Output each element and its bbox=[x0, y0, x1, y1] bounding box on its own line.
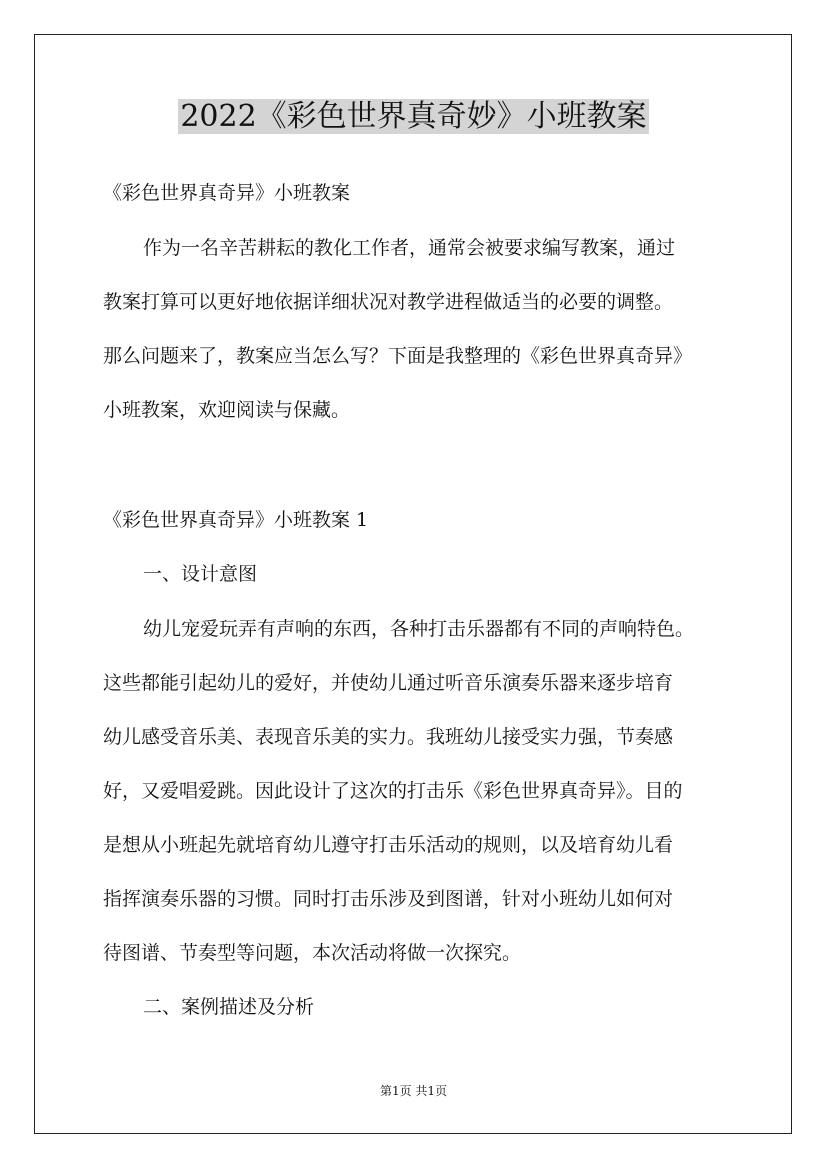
page-number-footer: 第1页 共1页 bbox=[379, 1084, 448, 1098]
heading-case-description: 二、案例描述及分析 bbox=[143, 996, 315, 1018]
intro-line: 作为一名辛苦耕耘的教化工作者，通常会被要求编写教案，通过 bbox=[143, 237, 676, 259]
heading-design-intent: 一、设计意图 bbox=[143, 563, 258, 585]
section-title: 《彩色世界真奇异》小班教案 1 bbox=[103, 509, 369, 531]
document-title: 2022《彩色世界真奇妙》小班教案 bbox=[180, 99, 647, 134]
intro-line: 那么问题来了，教案应当怎么写？下面是我整理的《彩色世界真奇异》 bbox=[103, 345, 693, 367]
body-line: 幼儿感受音乐美、表现音乐美的实力。我班幼儿接受实力强，节奏感 bbox=[103, 726, 674, 748]
body-line: 是想从小班起先就培育幼儿遵守打击乐活动的规则，以及培育幼儿看 bbox=[103, 834, 674, 856]
document-title-wrap bbox=[0, 96, 827, 138]
body-line: 幼儿宠爱玩弄有声响的东西，各种打击乐器都有不同的声响特色。 bbox=[143, 618, 695, 640]
body-line: 待图谱、节奏型等问题，本次活动将做一次探究。 bbox=[103, 942, 522, 964]
intro-line: 小班教案，欢迎阅读与保藏。 bbox=[103, 399, 351, 421]
subtitle: 《彩色世界真奇异》小班教案 bbox=[103, 182, 351, 204]
intro-line: 教案打算可以更好地依据详细状况对教学进程做适当的必要的调整。 bbox=[103, 291, 674, 313]
body-line: 好，又爱唱爱跳。因此设计了这次的打击乐《彩色世界真奇异》。目的 bbox=[103, 780, 683, 802]
body-line: 这些都能引起幼儿的爱好，并使幼儿通过听音乐演奏乐器来逐步培育 bbox=[103, 672, 674, 694]
body-line: 指挥演奏乐器的习惯。同时打击乐涉及到图谱，针对小班幼儿如何对 bbox=[103, 888, 674, 910]
